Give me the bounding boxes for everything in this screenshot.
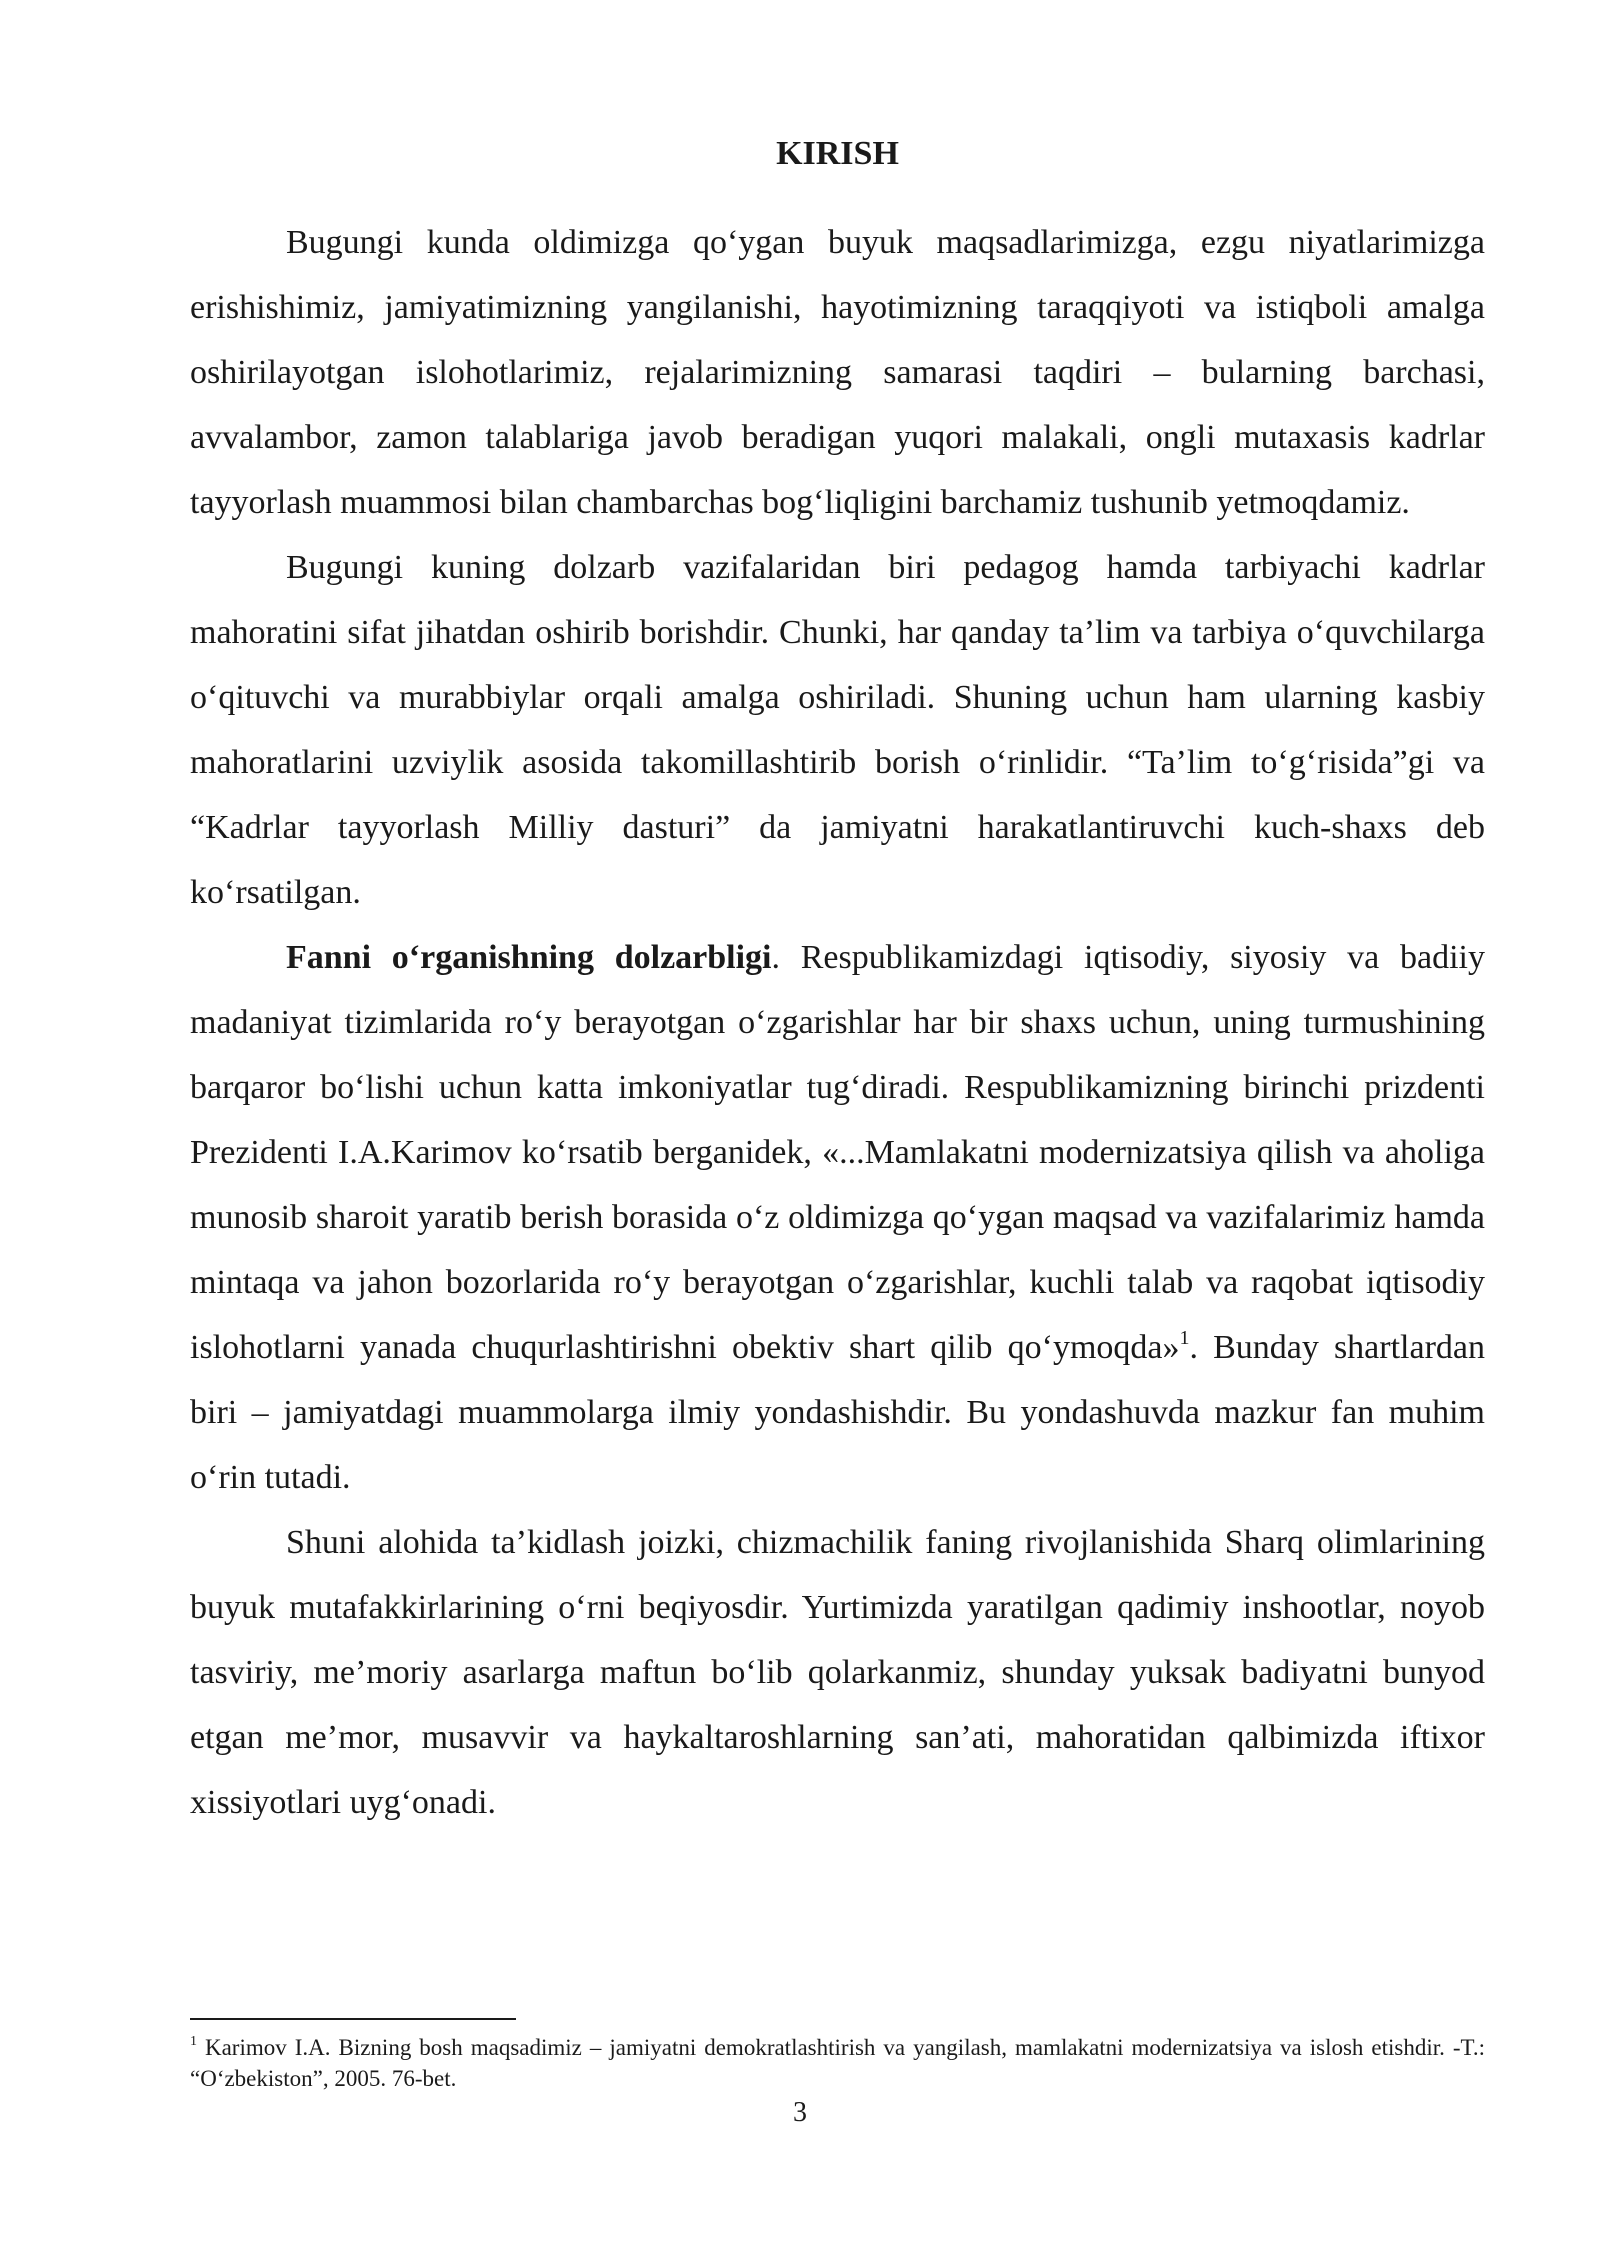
document-page — [190, 132, 1485, 1835]
paragraph-sharq: Shuni alohida ta’kidlash joizki, chizmachilik faning rivojlanishida Sharq olimlarining buyuk mutafakkirlarining o‘rni beqiyosdir. Yurtimizda yaratilgan qadimiy inshootlar, noyob tasviriy, me’moriy asarlarga maftun bo‘lib qolarkanmiz, shunday yuksak badiyatni bunyod etgan me’mor, musavvir va haykaltaroshlarning san’ati, mahoratidan qalbimizda iftixor xissiyotlari uyg‘onadi. — [190, 1524, 1485, 1821]
footnote-text — [190, 2032, 1485, 2094]
paragraph-text-before-note: . Respublikamizdagi iqtisodiy, siyosiy va badiiy madaniyat tizimlarida ro‘y berayotgan o‘zgarishlar har bir shaxs uchun, uning turmushining barqaror bo‘lishi uchun katta imkoniyatlar tug‘diradi. Respublikamizning birinchi prizdenti Prezidenti I.A.Karimov ko‘rsatib berganidek, «...Mamlakatni modernizatsiya qilish va aholiga munosib sharoit yaratib berish borasida o‘z oldimizga qo‘ygan maqsad va vazifalarimiz hamda mintaqa va jahon bozorlarida ro‘y berayotgan o‘zgarishlar, kuchli talab va raqobat iqtisodiy islohotlarni yanada chuqurlashtirishni obektiv shart qilib qo‘ymoqda» — [190, 939, 1485, 1366]
paragraph-pedagog: Bugungi kuning dolzarb vazifalaridan biri pedagog hamda tarbiyachi kadrlar mahoratini sifat jihatdan oshirib borishdir. Chunki, har qanday ta’lim va tarbiya o‘quvchilarga o‘qituvchi va murabbiylar orqali amalga oshiriladi. Shuning uchun ham ularning kasbiy mahoratlarini uzviylik asosida takomillashtirib borish o‘rinlidir. “Ta’lim to‘g‘risida”gi va “Kadrlar tayyorlash Milliy dasturi” da jamiyatni harakatlantiruvchi kuch-shaxs deb ko‘rsatilgan. — [190, 549, 1485, 911]
footnote-area — [190, 2018, 1485, 2094]
paragraph-dolzarblik — [190, 925, 1485, 1510]
page-number: 3 — [793, 2097, 807, 2128]
page-title: KIRISH — [776, 135, 899, 172]
footnote-body: Karimov I.A. Bizning bosh maqsadimiz – jamiyatni demokratlashtirish va yangilash, mamlakatni modernizatsiya va islosh etishdir. -T.: “O‘zbekiston”, 2005. 76-bet. — [190, 2035, 1485, 2091]
footnote-separator — [190, 2018, 516, 2020]
footnote-reference[interactable]: 1 — [1179, 1327, 1190, 1349]
paragraph-bold-lead: Fanni o‘rganishning dolzarbligi — [286, 939, 772, 976]
paragraph-text-after-note: . Bunday shartlardan biri – jamiyatdagi muammolarga ilmiy yondashishdir. Bu yondashuvda mazkur fan muhim o‘rin tutadi. — [190, 1329, 1485, 1496]
footnote-mark: 1 — [190, 2034, 197, 2049]
paragraph-intro: Bugungi kunda oldimizga qo‘ygan buyuk maqsadlarimizga, ezgu niyatlarimizga erishishimiz, jamiyatimizning yangilanishi, hayotimizning taraqqiyoti va istiqboli amalga oshirilayotgan islohotlarimiz, rejalarimizning samarasi taqdiri – bularning barchasi, avvalambor, zamon talablariga javob beradigan yuqori malakali, ongli mutaxasis kadrlar tayyorlash muammosi bilan chambarchas bog‘liqligini barchamiz tushunib yetmoqdamiz. — [190, 224, 1485, 521]
